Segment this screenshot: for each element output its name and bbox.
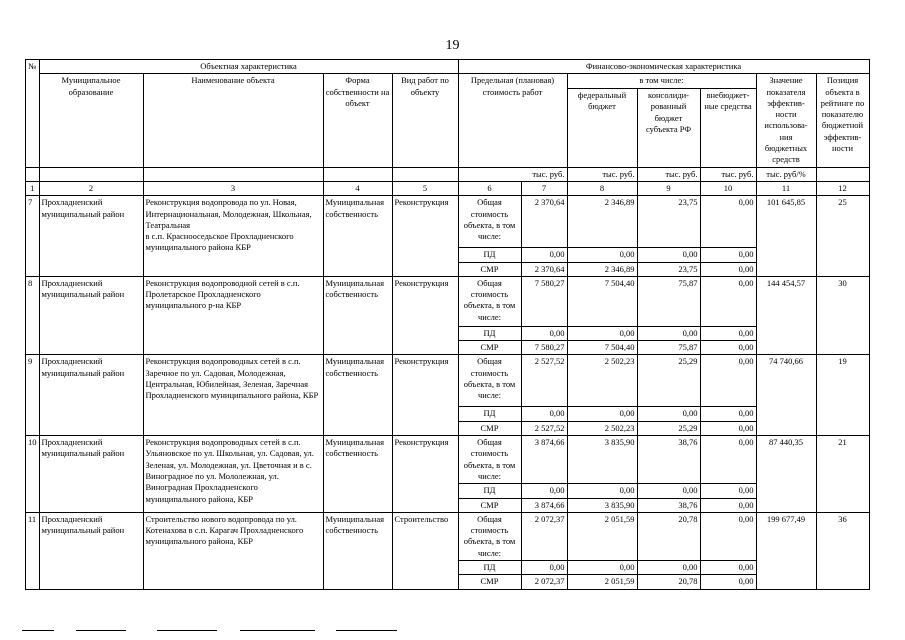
rating-position: 30 — [816, 276, 869, 355]
pd-offbudget: 0,00 — [700, 407, 756, 421]
pd-cost: 0,00 — [521, 248, 567, 262]
col-num: 11 — [756, 181, 816, 195]
col-num: 12 — [816, 181, 869, 195]
ownership-form: Муниципальная собственность — [323, 512, 392, 589]
pd-federal: 0,00 — [567, 561, 637, 575]
smr-label: СМР — [458, 262, 521, 276]
rating-position: 19 — [816, 355, 869, 436]
ownership-form: Муниципальная собственность — [323, 276, 392, 355]
smr-consolidated: 20,78 — [637, 575, 700, 589]
smr-consolidated: 38,76 — [637, 498, 700, 512]
pd-consolidated: 0,00 — [637, 326, 700, 340]
smr-label: СМР — [458, 498, 521, 512]
object-name: Реконструкция водопроводной сетей в с.п. Пролетарское Прохладненского муниципального р-на КБР — [143, 276, 323, 355]
smr-offbudget: 0,00 — [700, 262, 756, 276]
pd-cost: 0,00 — [521, 407, 567, 421]
smr-federal: 7 504,40 — [567, 341, 637, 355]
pd-offbudget: 0,00 — [700, 484, 756, 498]
total-federal: 2 502,23 — [567, 355, 637, 407]
row-number: 9 — [26, 355, 40, 436]
object-name: Реконструкция водопровода по ул. Новая, Интернациональная, Молодежная, Школьная, Театральная в с.п. Краснооседьское Прохладненского муниципального района КБР — [143, 196, 323, 277]
page-number: 19 — [445, 38, 460, 53]
total-cost-label: Общая стоимость объекта, в том числе: — [458, 196, 521, 248]
total-offbudget: 0,00 — [700, 196, 756, 248]
smr-offbudget: 0,00 — [700, 421, 756, 435]
pd-offbudget: 0,00 — [700, 561, 756, 575]
pd-label: ПД — [458, 561, 521, 575]
pd-label: ПД — [458, 407, 521, 421]
object-name: Реконструкция водопроводных сетей в с.п. Ульяновское по ул. Школьная, ул. Садовая, ул. Зеленая, ул. Молодежная, ул. Цветочная и в с. Виноградное по ул. Мололежная, ул. Виноградная Прохладненского муниципального района, КБР — [143, 436, 323, 513]
col-num: 6 — [458, 181, 521, 195]
total-offbudget: 0,00 — [700, 512, 756, 560]
pd-cost: 0,00 — [521, 326, 567, 340]
ownership-form: Муниципальная собственность — [323, 355, 392, 436]
unit-consolidated: тыс. руб. — [637, 167, 700, 181]
municipal-name: Прохладненский муниципальный район — [39, 276, 143, 355]
header-offbudget: внебюджет-ные средства — [700, 89, 756, 168]
smr-consolidated: 25,29 — [637, 421, 700, 435]
pd-label: ПД — [458, 326, 521, 340]
smr-federal: 2 502,23 — [567, 421, 637, 435]
municipal-name: Прохладненский муниципальный район — [39, 512, 143, 589]
header-worktype: Вид работ по объекту — [392, 74, 458, 167]
smr-federal: 3 835,90 — [567, 498, 637, 512]
total-consolidated: 38,76 — [637, 436, 700, 484]
col-num: 1 — [26, 181, 40, 195]
header-cost: Предельная (плановая) стоимость работ — [458, 74, 567, 167]
object-name: Реконструкция водопроводных сетей в с.п. Заречное по ул. Садовая, Молодежная, Центральная, Юбилейная, Зеленая, Заречная Прохладненского муниципального района, КБР — [143, 355, 323, 436]
total-offbudget: 0,00 — [700, 436, 756, 484]
col-num: 2 — [39, 181, 143, 195]
total-cost: 2 072,37 — [521, 512, 567, 560]
row-number: 11 — [26, 512, 40, 589]
pd-federal: 0,00 — [567, 248, 637, 262]
total-cost-label: Общая стоимость объекта, в том числе: — [458, 276, 521, 326]
header-object-name: Наименование объекта — [143, 74, 323, 167]
pd-federal: 0,00 — [567, 484, 637, 498]
smr-cost: 2 370,64 — [521, 262, 567, 276]
pd-label: ПД — [458, 248, 521, 262]
header-including: в том числе: — [567, 74, 756, 89]
pd-consolidated: 0,00 — [637, 407, 700, 421]
smr-cost: 7 580,27 — [521, 341, 567, 355]
smr-label: СМР — [458, 341, 521, 355]
total-cost: 2 370,64 — [521, 196, 567, 248]
total-cost: 2 527,52 — [521, 355, 567, 407]
total-cost-label: Общая стоимость объекта, в том числе: — [458, 436, 521, 484]
col-num: 5 — [392, 181, 458, 195]
efficiency-value: 87 440,35 — [756, 436, 816, 513]
pd-federal: 0,00 — [567, 407, 637, 421]
col-num: 4 — [323, 181, 392, 195]
smr-consolidated: 23,75 — [637, 262, 700, 276]
work-type: Реконструкция — [392, 276, 458, 355]
unit-cost: тыс. руб. — [458, 167, 567, 181]
rating-position: 25 — [816, 196, 869, 277]
total-cost: 3 874,66 — [521, 436, 567, 484]
header-fin-char: Финансово-экономическая характеристика — [458, 60, 869, 74]
municipal-name: Прохладненский муниципальный район — [39, 355, 143, 436]
rating-position: 21 — [816, 436, 869, 513]
col-num: 3 — [143, 181, 323, 195]
pd-consolidated: 0,00 — [637, 561, 700, 575]
efficiency-value: 199 677,49 — [756, 512, 816, 589]
total-consolidated: 20,78 — [637, 512, 700, 560]
pd-consolidated: 0,00 — [637, 248, 700, 262]
header-consolidated: консолиди-рованный бюджет субъекта РФ — [637, 89, 700, 168]
total-consolidated: 75,87 — [637, 276, 700, 326]
row-number: 8 — [26, 276, 40, 355]
table-row — [26, 196, 870, 248]
pd-consolidated: 0,00 — [637, 484, 700, 498]
header-federal: федеральный бюджет — [567, 89, 637, 168]
efficiency-value: 74 740,66 — [756, 355, 816, 436]
col-num: 7 — [521, 181, 567, 195]
pd-offbudget: 0,00 — [700, 248, 756, 262]
smr-cost: 2 527,52 — [521, 421, 567, 435]
smr-consolidated: 75,87 — [637, 341, 700, 355]
pd-label: ПД — [458, 484, 521, 498]
work-type: Строительство — [392, 512, 458, 589]
ownership-form: Муниципальная собственность — [323, 436, 392, 513]
municipal-name: Прохладненский муниципальный район — [39, 436, 143, 513]
total-consolidated: 25,29 — [637, 355, 700, 407]
smr-offbudget: 0,00 — [700, 575, 756, 589]
total-cost-label: Общая стоимость объекта, в том числе: — [458, 355, 521, 407]
header-no: № — [26, 60, 40, 168]
work-type: Реконструкция — [392, 436, 458, 513]
header-rating: Позиция объекта в рейтинге по показателю бюджетной эффектив-ности — [816, 74, 869, 167]
smr-cost: 2 072,37 — [521, 575, 567, 589]
column-numbers-row — [26, 181, 870, 195]
pd-cost: 0,00 — [521, 484, 567, 498]
total-offbudget: 0,00 — [700, 276, 756, 326]
smr-offbudget: 0,00 — [700, 498, 756, 512]
smr-federal: 2 346,89 — [567, 262, 637, 276]
total-federal: 2 051,59 — [567, 512, 637, 560]
table-row — [26, 512, 870, 560]
ownership-form: Муниципальная собственность — [323, 196, 392, 277]
pd-federal: 0,00 — [567, 326, 637, 340]
header-ownership: Форма собственности на объект — [323, 74, 392, 167]
col-num: 10 — [700, 181, 756, 195]
row-number: 10 — [26, 436, 40, 513]
work-type: Реконструкция — [392, 355, 458, 436]
row-number: 7 — [26, 196, 40, 277]
total-cost: 7 580,27 — [521, 276, 567, 326]
footer-lines — [0, 630, 905, 634]
smr-federal: 2 051,59 — [567, 575, 637, 589]
unit-federal: тыс. руб. — [567, 167, 637, 181]
smr-cost: 3 874,66 — [521, 498, 567, 512]
work-type: Реконструкция — [392, 196, 458, 277]
efficiency-value: 101 645,85 — [756, 196, 816, 277]
unit-efficiency: тыс. руб/% — [756, 167, 816, 181]
smr-offbudget: 0,00 — [700, 341, 756, 355]
table-row — [26, 436, 870, 484]
rating-position: 36 — [816, 512, 869, 589]
smr-label: СМР — [458, 421, 521, 435]
total-offbudget: 0,00 — [700, 355, 756, 407]
total-federal: 3 835,90 — [567, 436, 637, 484]
smr-label: СМР — [458, 575, 521, 589]
header-municipal: Муниципальное образование — [39, 74, 143, 167]
total-federal: 2 346,89 — [567, 196, 637, 248]
pd-cost: 0,00 — [521, 561, 567, 575]
total-cost-label: Общая стоимость объекта, в том числе: — [458, 512, 521, 560]
col-num: 8 — [567, 181, 637, 195]
total-consolidated: 23,75 — [637, 196, 700, 248]
municipal-name: Прохладненский муниципальный район — [39, 196, 143, 277]
pd-offbudget: 0,00 — [700, 326, 756, 340]
object-name: Строительство нового водопровода по ул. Котенахова в с.п. Карагач Прохладненского муниципального района, КБР — [143, 512, 323, 589]
col-num: 9 — [637, 181, 700, 195]
total-federal: 7 504,40 — [567, 276, 637, 326]
financial-table — [25, 59, 870, 590]
table-row — [26, 355, 870, 407]
header-efficiency: Значение показателя эффектив-ности использова-ния бюджетных средств — [756, 74, 816, 167]
efficiency-value: 144 454,57 — [756, 276, 816, 355]
header-object-char: Объектная характеристика — [39, 60, 458, 74]
unit-offbudget: тыс. руб. — [700, 167, 756, 181]
table-row — [26, 276, 870, 326]
